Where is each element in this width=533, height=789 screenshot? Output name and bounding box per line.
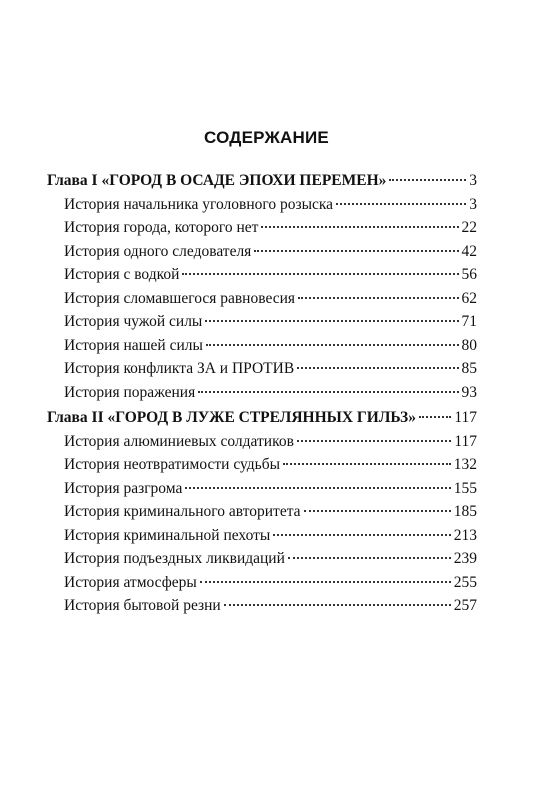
page-number: 85 <box>461 360 477 377</box>
item-label: История поражения <box>64 383 196 401</box>
dot-leader <box>389 179 466 181</box>
toc-item[interactable] <box>47 430 477 454</box>
item-label: История неотвратимости судьбы <box>64 456 281 473</box>
dot-leader <box>273 534 450 536</box>
toc-item[interactable] <box>47 240 477 264</box>
toc-item[interactable] <box>47 263 477 287</box>
toc-chapter-2[interactable] <box>47 406 477 430</box>
item-label: История криминальной пехоты <box>64 526 271 544</box>
dot-leader <box>224 604 451 606</box>
page-number: 255 <box>453 573 477 591</box>
dot-leader <box>298 297 458 299</box>
dot-leader <box>283 463 451 465</box>
toc-item[interactable] <box>47 571 477 595</box>
dot-leader <box>182 273 458 275</box>
toc-item[interactable] <box>47 357 477 381</box>
item-label: История сломавшегося равновесия <box>64 289 296 307</box>
page-number: 239 <box>453 550 477 567</box>
page-number: 257 <box>453 597 477 614</box>
page-number: 80 <box>461 336 477 354</box>
page-number: 117 <box>454 409 477 426</box>
item-label: История криминального авторитета <box>64 503 301 520</box>
toc-chapter-1[interactable] <box>47 169 477 193</box>
page-number: 3 <box>469 172 477 189</box>
item-label: История начальника уголовного розыска <box>64 195 334 213</box>
item-label: История подъездных ликвидаций <box>64 550 285 567</box>
toc-item[interactable] <box>47 334 477 358</box>
dot-leader <box>336 203 466 205</box>
dot-leader <box>261 226 458 228</box>
item-label: История чужой силы <box>64 313 203 330</box>
dot-leader <box>297 367 458 369</box>
dot-leader <box>288 557 451 559</box>
item-label: История конфликта ЗА и ПРОТИВ <box>64 360 295 377</box>
item-label: История одного следователя <box>64 242 252 260</box>
dot-leader <box>304 510 451 512</box>
toc-item[interactable] <box>47 477 477 501</box>
dot-leader <box>198 391 458 393</box>
toc-item[interactable] <box>47 500 477 524</box>
page-number: 132 <box>453 456 477 473</box>
chapter-title: Глава I «ГОРОД В ОСАДЕ ЭПОХИ ПЕРЕМЕН» <box>47 172 387 189</box>
item-label: История разгрома <box>64 479 183 497</box>
page-number: 56 <box>461 266 477 283</box>
toc-item[interactable] <box>47 310 477 334</box>
dot-leader <box>419 416 451 418</box>
page-number: 185 <box>453 503 477 520</box>
toc-item[interactable] <box>47 524 477 548</box>
dot-leader <box>297 440 451 442</box>
toc-item[interactable] <box>47 193 477 217</box>
table-of-contents <box>47 169 477 618</box>
dot-leader <box>206 344 459 346</box>
toc-item[interactable] <box>47 216 477 240</box>
dot-leader <box>185 487 450 489</box>
item-label: История с водкой <box>64 266 180 283</box>
item-label: История бытовой резни <box>64 597 221 614</box>
page-number: 117 <box>454 432 477 450</box>
dot-leader <box>205 320 458 322</box>
page-number: 213 <box>453 526 477 544</box>
page-number: 155 <box>453 479 477 497</box>
page-number: 22 <box>461 219 477 236</box>
item-label: История нашей силы <box>64 336 203 354</box>
page-number: 42 <box>461 242 477 260</box>
page-title: СОДЕРЖАНИЕ <box>204 128 329 147</box>
item-label: История города, которого нет <box>64 219 259 236</box>
page-number: 62 <box>461 289 477 307</box>
toc-item[interactable] <box>47 594 477 618</box>
chapter-title: Глава II «ГОРОД В ЛУЖЕ СТРЕЛЯННЫХ ГИЛЬЗ» <box>47 409 416 426</box>
toc-item[interactable] <box>47 381 477 405</box>
dot-leader <box>254 250 458 252</box>
item-label: История атмосферы <box>64 573 197 591</box>
page-number: 71 <box>461 313 477 330</box>
page-number: 3 <box>469 195 477 213</box>
toc-item[interactable] <box>47 287 477 311</box>
item-label: История алюминиевых солдатиков <box>64 432 294 450</box>
toc-item[interactable] <box>47 453 477 477</box>
dot-leader <box>200 581 451 583</box>
page-number: 93 <box>461 383 477 401</box>
toc-item[interactable] <box>47 547 477 571</box>
